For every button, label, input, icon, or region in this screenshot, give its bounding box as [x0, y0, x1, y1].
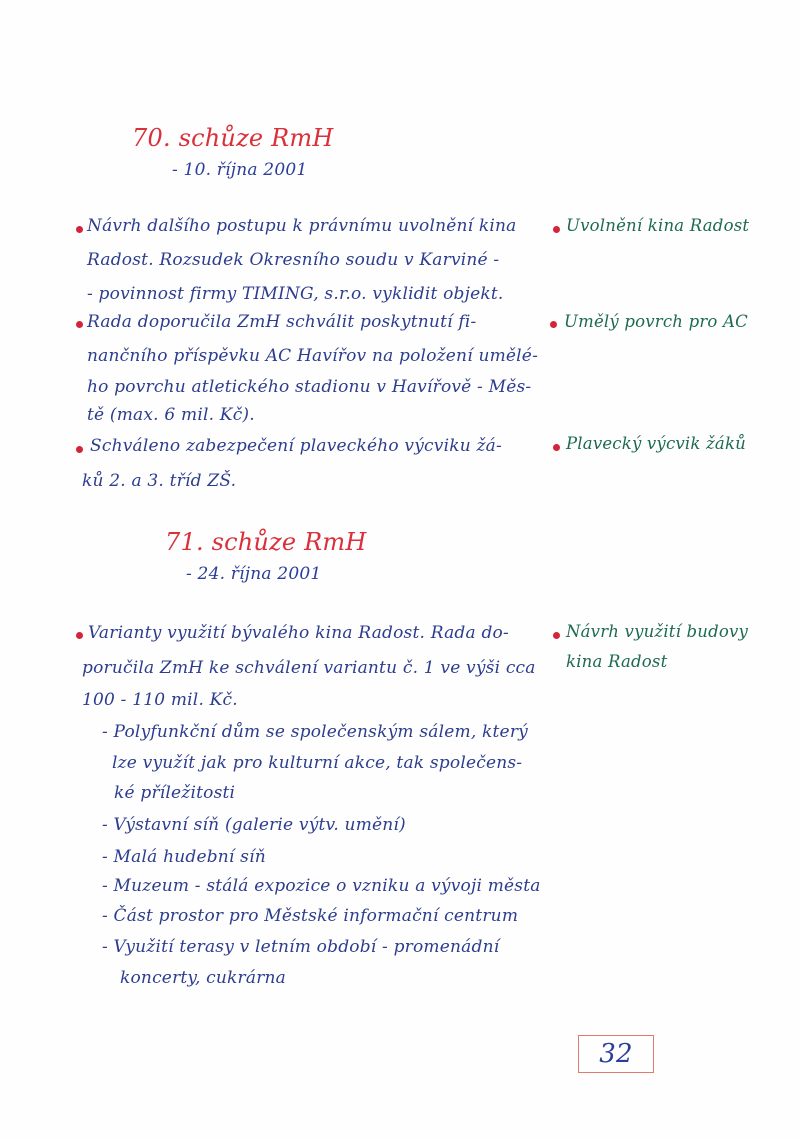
s1-item3-line2: ků 2. a 3. tříd ZŠ. [82, 471, 237, 491]
section2-title: 71. schůze RmH [165, 528, 367, 556]
s2-subitem-line8: - Využití terasy v letním období - promenádní [102, 937, 500, 957]
bullet-dot [76, 226, 83, 233]
bullet-dot [76, 632, 83, 639]
side-bullet-dot [553, 444, 560, 451]
s2-item-side-line1: Návrh využití budovy [566, 622, 749, 641]
s2-subitem-line2: lze využít jak pro kulturní akce, tak společens- [112, 753, 523, 773]
section1-title: 70. schůze RmH [132, 124, 334, 152]
s1-item1-line3: - povinnost firmy TIMING, s.r.o. vyklidit objekt. [87, 284, 504, 304]
s1-item1-line2: Radost. Rozsudek Okresního soudu v Karviné - [87, 250, 500, 270]
s2-subitem-line9: koncerty, cukrárna [120, 968, 287, 988]
s1-item2-line2: nančního příspěvku AC Havířov na položení umělé- [87, 346, 539, 366]
page-number-box [578, 1035, 654, 1073]
s1-item2-line3: ho povrchu atletického stadionu v Havířově - Měs- [87, 377, 532, 397]
s2-item-line2: poručila ZmH ke schválení variantu č. 1 ve výši cca [82, 658, 536, 678]
s1-item1-side: Uvolnění kina Radost [566, 216, 750, 235]
s2-item-line1: Varianty využití bývalého kina Radost. Rada do- [88, 623, 509, 643]
section2-date: - 24. října 2001 [186, 564, 322, 584]
s1-item3-side: Plavecký výcvik žáků [566, 434, 746, 453]
s1-item2-line1: Rada doporučila ZmH schválit poskytnutí fi- [87, 312, 477, 332]
side-bullet-dot [550, 321, 557, 328]
section1-date: - 10. října 2001 [172, 160, 308, 180]
s2-subitem-line4: - Výstavní síň (galerie výtv. umění) [102, 815, 406, 835]
s1-item2-side: Umělý povrch pro AC [564, 312, 748, 331]
s2-subitem-line1: - Polyfunkční dům se společenským sálem, který [102, 722, 528, 742]
bullet-dot [76, 321, 83, 328]
s1-item2-line4: tě (max. 6 mil. Kč). [87, 405, 255, 425]
page-number: 32 [599, 1039, 633, 1069]
s2-subitem-line5: - Malá hudební síň [102, 847, 266, 867]
s2-item-side-line2: kina Radost [566, 652, 668, 671]
s1-item1-line1: Návrh dalšího postupu k právnímu uvolnění kina [87, 216, 517, 236]
s2-subitem-line3: ké příležitosti [114, 783, 236, 803]
s2-subitem-line6: - Muzeum - stálá expozice o vzniku a vývoji města [102, 876, 541, 896]
side-bullet-dot [553, 632, 560, 639]
side-bullet-dot [553, 226, 560, 233]
s2-item-line3: 100 - 110 mil. Kč. [82, 690, 238, 710]
s2-subitem-line7: - Část prostor pro Městské informační centrum [102, 906, 519, 926]
bullet-dot [76, 446, 83, 453]
s1-item3-line1: Schváleno zabezpečení plaveckého výcviku žá- [90, 436, 502, 456]
